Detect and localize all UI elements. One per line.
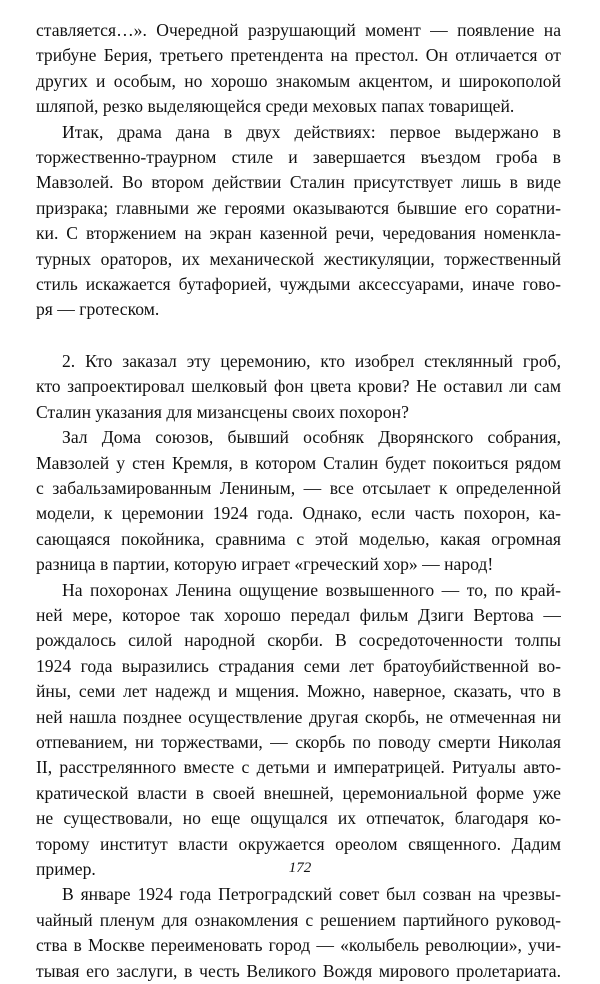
text-line: шляпой, резко выделяющейся среди меховых папах товарищей. (36, 96, 515, 117)
paragraph-5 (36, 578, 561, 883)
page-body (36, 18, 561, 984)
paragraph-1 (36, 18, 561, 120)
text-line: II, расстрелянного вместе с детьми и императрицей. Ритуалы авто- (36, 757, 561, 778)
text-line: ней мере, которое так хорошо передал фильм Дзиги Вертова — (36, 604, 561, 625)
text-line: торжественно-траурном стиле и завершается въездом гроба в (36, 147, 561, 168)
text-line: кратической власти в своей внешней, церемониальной форме уже (36, 782, 561, 803)
text-line: трибуне Берия, третьего претендента на престол. Он отличается от (36, 45, 561, 66)
paragraph-4 (36, 425, 561, 577)
text-line: ставляется…». Очередной разрушающий момент — появление на (36, 20, 561, 40)
text-line: разница в партии, которую играет «греческий хор» — народ! (36, 554, 494, 575)
text-line: ки. С вторжением на экран казенной речи, чередования номенкла- (36, 223, 561, 244)
paragraph-3 (36, 349, 561, 425)
text-line: 2. Кто заказал эту церемонию, кто изобрел стеклянный гроб, (62, 350, 561, 371)
text-line: ней нашла позднее осуществление другая скорбь, не отмеченная ни (36, 706, 561, 727)
text-line: Мавзолей. Во втором действии Сталин присутствует лишь в виде (36, 172, 561, 193)
text-line: йны, семи лет надежд и мщения. Можно, наверное, сказать, что в (36, 681, 561, 702)
text-line: Сталин указания для мизансцены своих похорон? (36, 401, 409, 422)
text-line: кто запроектировал шелковый фон цвета крови? Не оставил ли сам (36, 376, 561, 397)
text-line: пример. (36, 859, 96, 879)
paragraph-6 (36, 882, 561, 984)
text-line: Зал Дома союзов, бывший особняк Дворянского собрания, (62, 427, 561, 448)
section-gap (36, 323, 561, 349)
text-line: Итак, драма дана в двух действиях: первое выдержано в (62, 121, 561, 142)
text-line: На похоронах Ленина ощущение возвышенного — то, по край- (62, 579, 561, 600)
text-line: Мавзолей у стен Кремля, в котором Сталин будет покоиться рядом (36, 452, 561, 473)
text-line: не существовали, но еще ощущался их отпечаток, благодаря ко- (36, 808, 561, 829)
text-line: сающаяся покойника, сравнима с этой моделью, какая огромная (36, 528, 561, 549)
text-line: торому институт власти окружается ореолом священного. Дадим (36, 833, 561, 854)
text-line: отпеванием, ни торжествами, — скорбь по поводу смерти Николая (36, 731, 561, 752)
text-line: ства в Москве переименовать город — «колыбель революции», учи- (36, 935, 561, 956)
text-line: других и особым, но хорошо знакомым акцентом, и широкополой (36, 70, 561, 91)
text-line: чайный пленум для ознакомления с решением партийного руковод- (36, 909, 561, 930)
text-line: призрака; главными же героями оказываются бывшие его соратни- (36, 197, 561, 218)
text-line: с забальзамированным Лениным, — все отсылает к определенной (36, 477, 561, 498)
text-line: В январе 1924 года Петроградский совет был созван на чрезвы- (62, 884, 561, 905)
text-line: 1924 года выразились страдания семи лет братоубийственной во- (36, 655, 561, 676)
text-line: рождалось силой народной скорби. В сосредоточенности толпы (36, 630, 561, 651)
text-line: стиль искажается бутафорией, чуждыми аксессуарами, иначе гово- (36, 274, 561, 295)
text-line: модели, к церемонии 1924 года. Однако, если часть похорон, ка- (36, 503, 561, 524)
page-number: 172 (288, 860, 312, 876)
text-line: турных ораторов, их механической жестикуляции, торжественный (36, 248, 561, 269)
text-line: тывая его заслуги, в честь Великого Вождя мирового пролетариата. (36, 960, 561, 981)
paragraph-2 (36, 120, 561, 323)
text-line: ря — гротеском. (36, 299, 160, 320)
